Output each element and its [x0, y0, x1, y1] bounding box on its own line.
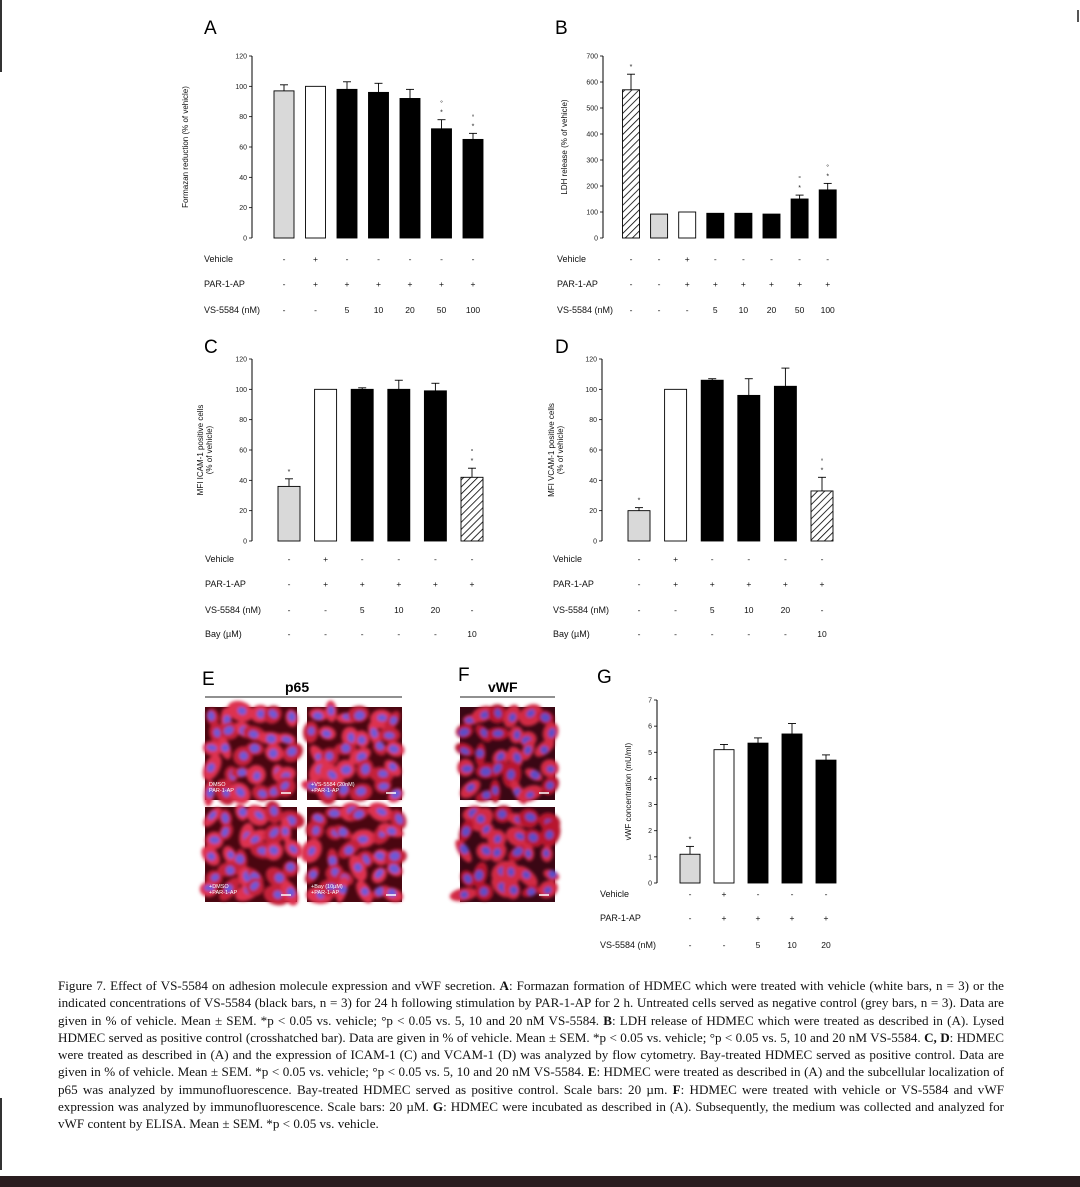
significance-mark: *: [637, 497, 641, 505]
condition-value: -: [397, 629, 401, 639]
condition-value: -: [820, 605, 824, 615]
y-tick-label: 100: [586, 209, 598, 217]
condition-value: -: [756, 889, 760, 899]
condition-value: 5: [755, 940, 761, 950]
condition-value: -: [826, 254, 830, 264]
y-tick-label: 80: [589, 417, 597, 425]
condition-value: -: [688, 940, 692, 950]
y-tick-label: 400: [586, 131, 598, 139]
condition-row-label: VS-5584 (nM): [205, 605, 262, 615]
significance-mark: °: [798, 176, 802, 184]
condition-value: +: [376, 279, 381, 289]
condition-value: 5: [359, 605, 365, 615]
y-axis-label: vWF concentration (mU/ml): [624, 742, 633, 841]
panel-letter: C: [204, 337, 218, 358]
condition-row-label: VS-5584 (nM): [557, 305, 614, 315]
condition-value: +: [359, 579, 365, 589]
condition-value: +: [673, 554, 679, 564]
condition-value: 20: [430, 605, 441, 615]
condition-value: -: [741, 254, 745, 264]
condition-row-label: Vehicle: [557, 254, 587, 264]
condition-value: -: [685, 305, 689, 315]
condition-value: -: [722, 940, 726, 950]
condition-value: -: [713, 254, 717, 264]
condition-value: +: [323, 579, 329, 589]
condition-value: -: [629, 305, 633, 315]
condition-value: +: [469, 579, 475, 589]
bar: [432, 129, 452, 238]
bar: [748, 743, 768, 883]
significance-mark: *: [820, 467, 824, 475]
condition-value: -: [710, 629, 714, 639]
condition-value: -: [747, 629, 751, 639]
condition-value: -: [377, 254, 380, 264]
panel-letter: F: [458, 665, 470, 686]
micrograph-image: [300, 700, 406, 807]
condition-value: +: [432, 579, 438, 589]
condition-value: +: [313, 279, 318, 289]
condition-value: -: [287, 579, 291, 589]
condition-value: 10: [744, 605, 754, 615]
condition-value: -: [433, 554, 437, 564]
condition-value: +: [823, 913, 829, 923]
y-tick-label: 5: [648, 749, 652, 757]
micrograph-image: [297, 799, 410, 906]
condition-value: -: [637, 579, 641, 589]
figure-caption: [58, 977, 1004, 1133]
y-tick-label: 120: [235, 356, 247, 364]
condition-value: -: [408, 254, 412, 264]
condition-value: -: [324, 605, 328, 615]
bar: [274, 91, 294, 238]
condition-value: -: [629, 254, 633, 264]
condition-value: -: [282, 305, 286, 315]
condition-value: -: [820, 554, 824, 564]
y-tick-label: 60: [589, 447, 597, 455]
y-tick-label: 700: [586, 53, 598, 61]
caption-text: Figure 7. Effect of VS-5584 on adhesion molecule expression and vWF secretion.: [58, 978, 500, 993]
caption-text: : Formazan formation of HDMEC which were treated with vehicle (white bars, n = 3) or the indicated concentrations of VS-5584 (black bars, n = 3) for 24 h following stimulation by PAR-1-AP for 2 h. Untreated cells served as negative control (grey bars, n = 3). Data are given in % of vehicle. Mean ± SEM. *p < 0.05 vs. vehicle; °p < 0.05 vs. 5, 10 and 20 nM VS-5584.: [58, 978, 1004, 1028]
bar: [782, 734, 802, 883]
bar: [337, 89, 357, 238]
y-tick-label: 100: [235, 83, 247, 91]
condition-value: -: [324, 629, 328, 639]
condition-value: -: [360, 629, 364, 639]
y-tick-label: 40: [239, 174, 247, 182]
chart-panel-a: [181, 18, 483, 315]
micrograph-label: DMSO PAR-1-AP: [209, 782, 234, 794]
condition-value: +: [684, 279, 690, 289]
condition-value: +: [819, 579, 825, 589]
condition-value: 50: [794, 305, 805, 315]
bar: [735, 213, 752, 238]
condition-value: -: [471, 254, 475, 264]
significance-mark: °: [440, 100, 443, 108]
bar: [816, 760, 836, 883]
bar: [463, 139, 483, 238]
caption-text: : HDMEC were incubated as described in (A). Subsequently, the medium was collected and analyzed for vWF content by ELISA. Mean ± SEM. *p < 0.05 vs. vehicle.: [58, 1099, 1004, 1132]
y-tick-label: 200: [586, 183, 598, 191]
y-tick-label: 300: [586, 157, 598, 165]
condition-value: +: [470, 279, 476, 289]
condition-value: 10: [467, 629, 477, 639]
y-tick-label: 60: [239, 447, 247, 455]
y-tick-label: 80: [239, 417, 247, 425]
y-axis-label: MFI ICAM-1 positive cells(% of vehicle): [196, 404, 214, 496]
caption-panel-ref: E: [587, 1064, 597, 1080]
condition-value: -: [657, 279, 661, 289]
condition-value: +: [313, 254, 318, 264]
y-tick-label: 120: [585, 356, 597, 364]
condition-row-label: PAR-1-AP: [600, 913, 641, 923]
panel-letter: D: [555, 337, 569, 358]
panel-letter: B: [555, 18, 568, 39]
condition-value: 5: [344, 305, 350, 315]
condition-row-label: PAR-1-AP: [205, 579, 246, 589]
condition-value: +: [721, 913, 727, 923]
bar: [461, 477, 483, 541]
condition-value: -: [688, 889, 692, 899]
condition-value: 100: [820, 305, 835, 315]
condition-value: 10: [787, 940, 797, 950]
y-axis-label: LDH release (% of vehicle): [560, 99, 569, 195]
condition-value: -: [637, 554, 641, 564]
condition-value: 20: [405, 305, 415, 315]
condition-value: -: [360, 554, 364, 564]
bar: [665, 389, 687, 541]
condition-value: +: [323, 554, 329, 564]
viewer-bottom-bar: [0, 1176, 1080, 1187]
condition-value: -: [637, 629, 641, 639]
bar: [738, 395, 760, 541]
condition-row-label: Bay (µM): [553, 629, 590, 639]
condition-value: -: [688, 913, 692, 923]
micrograph-image: [199, 697, 307, 808]
y-tick-label: 4: [648, 775, 652, 783]
y-tick-label: 1: [648, 854, 652, 862]
chart-panel-c: [196, 337, 483, 639]
panel-letter: G: [597, 667, 612, 688]
condition-value: +: [396, 579, 402, 589]
bar: [679, 212, 696, 238]
condition-value: 20: [821, 940, 831, 950]
condition-value: +: [825, 279, 831, 289]
condition-value: -: [824, 889, 828, 899]
condition-value: -: [783, 554, 787, 564]
condition-value: -: [710, 554, 714, 564]
y-tick-label: 2: [648, 828, 652, 836]
condition-value: 5: [709, 605, 715, 615]
condition-row-label: Vehicle: [204, 254, 234, 264]
condition-value: 10: [817, 629, 827, 639]
y-tick-label: 0: [243, 538, 247, 546]
significance-mark: *: [826, 173, 830, 181]
condition-value: +: [746, 579, 752, 589]
condition-value: -: [433, 629, 437, 639]
panel-letter: A: [204, 18, 217, 39]
y-tick-label: 20: [239, 205, 247, 213]
condition-row-label: PAR-1-AP: [204, 279, 245, 289]
y-tick-label: 20: [589, 508, 597, 516]
y-tick-label: 20: [239, 508, 247, 516]
condition-value: -: [790, 889, 794, 899]
condition-value: -: [629, 279, 633, 289]
condition-value: -: [287, 554, 291, 564]
y-tick-label: 0: [243, 235, 247, 243]
y-axis-label: Formazan reduction (% of vehicle): [181, 86, 190, 208]
micrographs-layer: [198, 665, 564, 908]
chart-panel-d: [547, 337, 833, 639]
condition-value: +: [740, 279, 746, 289]
bar: [774, 386, 796, 541]
significance-mark: °: [820, 458, 824, 466]
condition-row-label: Vehicle: [553, 554, 583, 564]
micrograph-label: +VS-5584 (20nM) +PAR-1-AP: [311, 782, 355, 794]
condition-value: 10: [373, 305, 384, 315]
micrograph-image: [453, 700, 562, 807]
condition-value: -: [397, 554, 401, 564]
significance-mark: °: [826, 164, 830, 172]
bar: [707, 213, 724, 238]
condition-value: +: [769, 279, 774, 289]
y-tick-label: 100: [585, 386, 597, 394]
condition-value: +: [709, 579, 715, 589]
condition-value: +: [755, 913, 761, 923]
condition-row-label: VS-5584 (nM): [600, 940, 657, 950]
condition-value: -: [470, 554, 474, 564]
significance-mark: °: [470, 449, 474, 457]
caption-text: : HDMEC were treated with vehicle or VS-5584 and vWF expression was analyzed by immunofluorescence. Scale bars: 20 µM.: [58, 1081, 1004, 1115]
condition-value: 10: [738, 305, 749, 315]
condition-value: -: [314, 305, 317, 315]
condition-value: -: [440, 254, 443, 264]
caption-text: : HDMEC were treated as described in (A) and the subcellular localization of p65 was analyzed by immunofluorescence. Bay-treated HDMEC served as positive control. Scale bars: 20 µm.: [58, 1064, 1005, 1097]
bar: [351, 389, 373, 541]
y-tick-label: 100: [235, 386, 247, 394]
condition-value: 5: [712, 305, 718, 315]
condition-value: +: [721, 889, 727, 899]
condition-value: +: [797, 279, 803, 289]
bar: [714, 750, 734, 883]
bar: [424, 391, 446, 541]
caption-panel-ref: A: [499, 978, 509, 993]
bar: [369, 92, 389, 238]
y-tick-label: 40: [589, 477, 597, 485]
micrograph-image: [449, 802, 564, 903]
condition-value: -: [657, 254, 661, 264]
bar: [623, 90, 640, 238]
condition-value: 20: [780, 605, 791, 615]
condition-value: -: [770, 254, 773, 264]
bar: [651, 214, 668, 238]
y-tick-label: 80: [239, 114, 247, 122]
condition-value: -: [287, 605, 291, 615]
panel-letter: E: [202, 669, 215, 690]
bar: [680, 854, 700, 883]
condition-value: +: [712, 279, 718, 289]
condition-value: -: [747, 554, 751, 564]
condition-value: +: [439, 279, 444, 289]
page-edge-mark: [0, 1098, 2, 1170]
condition-value: +: [407, 279, 413, 289]
condition-row-label: VS-5584 (nM): [553, 605, 610, 615]
bar: [315, 389, 337, 541]
y-tick-label: 120: [235, 53, 247, 61]
condition-value: -: [674, 629, 678, 639]
significance-mark: *: [798, 185, 801, 193]
significance-mark: *: [688, 836, 692, 844]
y-tick-label: 500: [586, 105, 598, 113]
condition-value: 20: [766, 305, 777, 315]
condition-row-label: Vehicle: [600, 889, 630, 899]
y-tick-label: 3: [648, 802, 652, 810]
condition-value: +: [782, 579, 788, 589]
condition-row-label: VS-5584 (nM): [204, 305, 261, 315]
bar: [819, 190, 836, 238]
condition-value: -: [287, 629, 291, 639]
micrograph-image: [198, 799, 307, 908]
significance-mark: *: [470, 458, 474, 466]
condition-value: -: [674, 605, 678, 615]
y-tick-label: 0: [648, 880, 652, 888]
y-axis-label: MFI VCAM-1 positive cells(% of vehicle): [547, 403, 565, 497]
condition-value: -: [282, 279, 286, 289]
micrograph-label: +Bay (10µM) +PAR-1-AP: [311, 884, 343, 896]
significance-mark: *: [629, 64, 633, 72]
bar: [388, 389, 410, 541]
condition-value: -: [637, 605, 641, 615]
bar: [791, 199, 808, 238]
condition-row-label: Bay (µM): [205, 629, 242, 639]
caption-text: : LDH release of HDMEC which were treated as described in (A). Lysed HDMEC served as positive control (crosshatched bar). Data are given in % of vehicle. Mean ± SEM. *p < 0.05 vs. vehicle; °p < 0.05 vs. 5, 10 and 20 nM VS-5584.: [58, 1012, 1004, 1045]
y-tick-label: 6: [648, 723, 652, 731]
chart-panel-g: [597, 667, 836, 950]
condition-value: +: [344, 279, 350, 289]
condition-row-label: PAR-1-AP: [553, 579, 594, 589]
condition-value: 50: [436, 305, 447, 315]
significance-mark: *: [440, 109, 443, 117]
caption-panel-ref: F: [672, 1081, 681, 1097]
condition-value: -: [657, 305, 661, 315]
y-tick-label: 600: [586, 79, 598, 87]
condition-row-label: Vehicle: [205, 554, 235, 564]
caption-panel-ref: B: [603, 1012, 612, 1028]
bar: [400, 98, 420, 238]
bar: [628, 511, 650, 541]
bar: [811, 491, 833, 541]
y-tick-label: 7: [648, 697, 652, 705]
bar: [306, 86, 326, 238]
significance-mark: *: [287, 468, 291, 476]
condition-value: -: [783, 629, 787, 639]
bar: [763, 214, 780, 238]
bar: [701, 380, 723, 541]
condition-value: -: [798, 254, 802, 264]
condition-value: 100: [465, 305, 481, 315]
y-tick-label: 40: [239, 477, 247, 485]
condition-value: 10: [394, 605, 404, 615]
micrograph-label: +DMSO +PAR-1-AP: [209, 884, 238, 896]
caption-text: : HDMEC were treated as described in (A) and the expression of ICAM-1 (C) and VCAM-1 (D) was analyzed by flow cytometry. Bay-treated HDMEC served as positive control. Data are given in % of vehicle. Mean ± SEM. *p < 0.05 vs. vehicle; °p < 0.05 vs. 5, 10 and 20 nM VS-5584.: [58, 1029, 1004, 1080]
y-tick-label: 60: [239, 144, 247, 152]
y-tick-label: 0: [594, 235, 598, 243]
bar: [278, 486, 300, 541]
condition-value: -: [470, 605, 474, 615]
condition-value: +: [673, 579, 679, 589]
condition-value: -: [282, 254, 286, 264]
condition-value: +: [684, 254, 690, 264]
caption-panel-ref: C, D: [924, 1029, 950, 1045]
condition-value: +: [789, 913, 795, 923]
condition-row-label: PAR-1-AP: [557, 279, 598, 289]
panel-title-p65: p65: [285, 679, 310, 695]
significance-mark: °: [471, 114, 475, 122]
chart-panel-b: [555, 18, 836, 315]
y-tick-label: 0: [593, 538, 597, 546]
significance-mark: *: [471, 123, 475, 131]
caption-panel-ref: G: [432, 1099, 444, 1115]
condition-value: -: [345, 254, 349, 264]
panel-title-vwf: vWF: [488, 679, 518, 695]
